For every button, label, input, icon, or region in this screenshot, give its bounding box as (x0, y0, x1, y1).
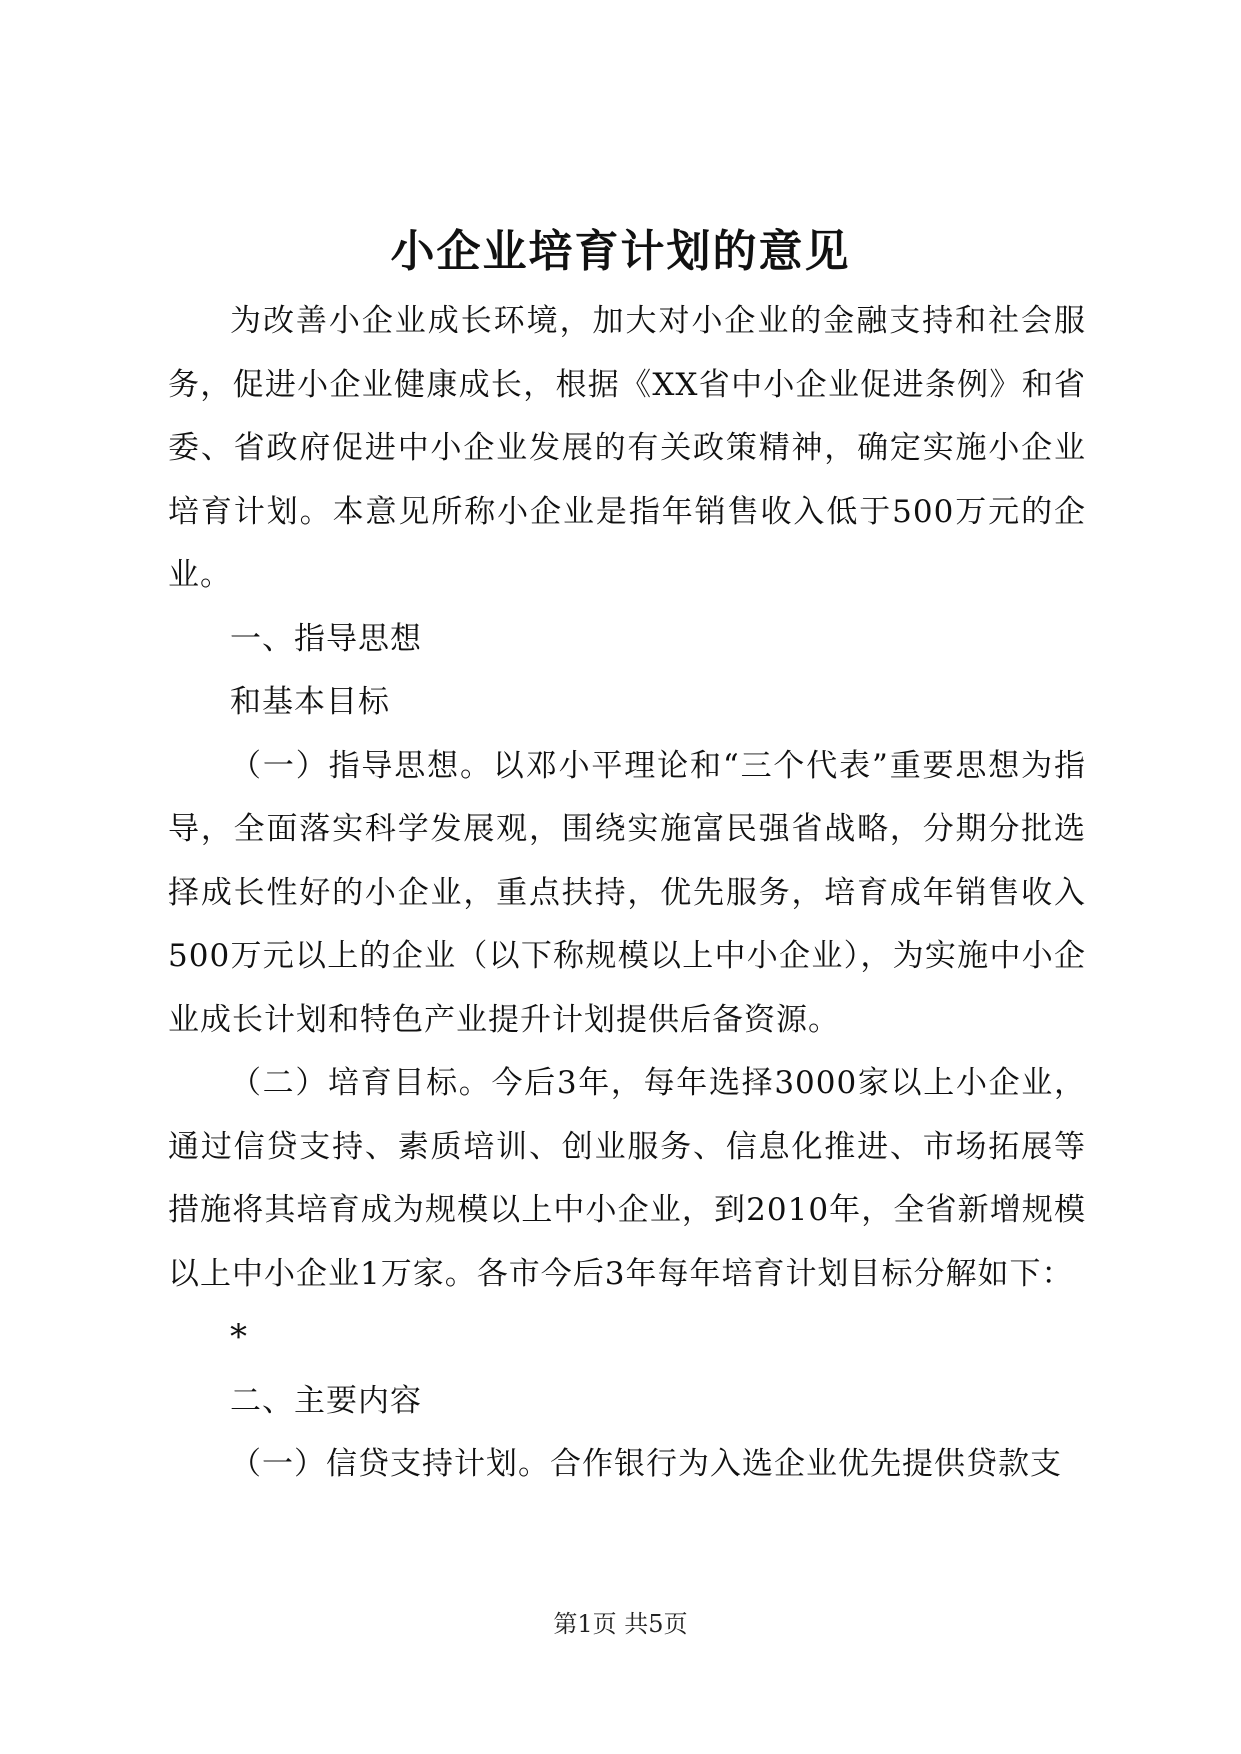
page-footer: 第1页 共5页 (553, 1610, 688, 1638)
document-title: 小企业培育计划的意见 (390, 226, 851, 277)
asterisk-marker: * (230, 1317, 248, 1357)
section-heading-2: 二、主要内容 (230, 1382, 422, 1419)
document-body (168, 290, 1086, 1497)
section-heading-1-continued: 和基本目标 (230, 684, 390, 720)
guiding-ideology-paragraph: （一）指导思想。以邓小平理论和“三个代表”重要思想为指导，全面落实科学发展观，围绕实施富民强省战略，分期分批选择成长性好的小企业，重点扶持，优先服务，培育成年销售收入500万元以上的企业（以下称规模以上中小企业），为实施中小企业成长计划和特色产业提升计划提供后备资源。 (168, 747, 1086, 1038)
intro-paragraph: 为改善小企业成长环境，加大对小企业的金融支持和社会服务，促进小企业健康成长，根据《XX省中小企业促进条例》和省委、省政府促进中小企业发展的有关政策精神，确定实施小企业培育计划。本意见所称小企业是指年销售收入低于500万元的企业。 (168, 303, 1086, 593)
cultivation-goals-paragraph: （二）培育目标。今后3年，每年选择3000家以上小企业，通过信贷支持、素质培训、创业服务、信息化推进、市场拓展等措施将其培育成为规模以上中小企业，到2010年，全省新增规模以上中小企业1万家。各市今后3年每年培育计划目标分解如下： (168, 1065, 1086, 1292)
section-heading-1: 一、指导思想 (230, 620, 422, 657)
credit-support-paragraph: （一）信贷支持计划。合作银行为入选企业优先提供贷款支 (230, 1446, 1062, 1482)
